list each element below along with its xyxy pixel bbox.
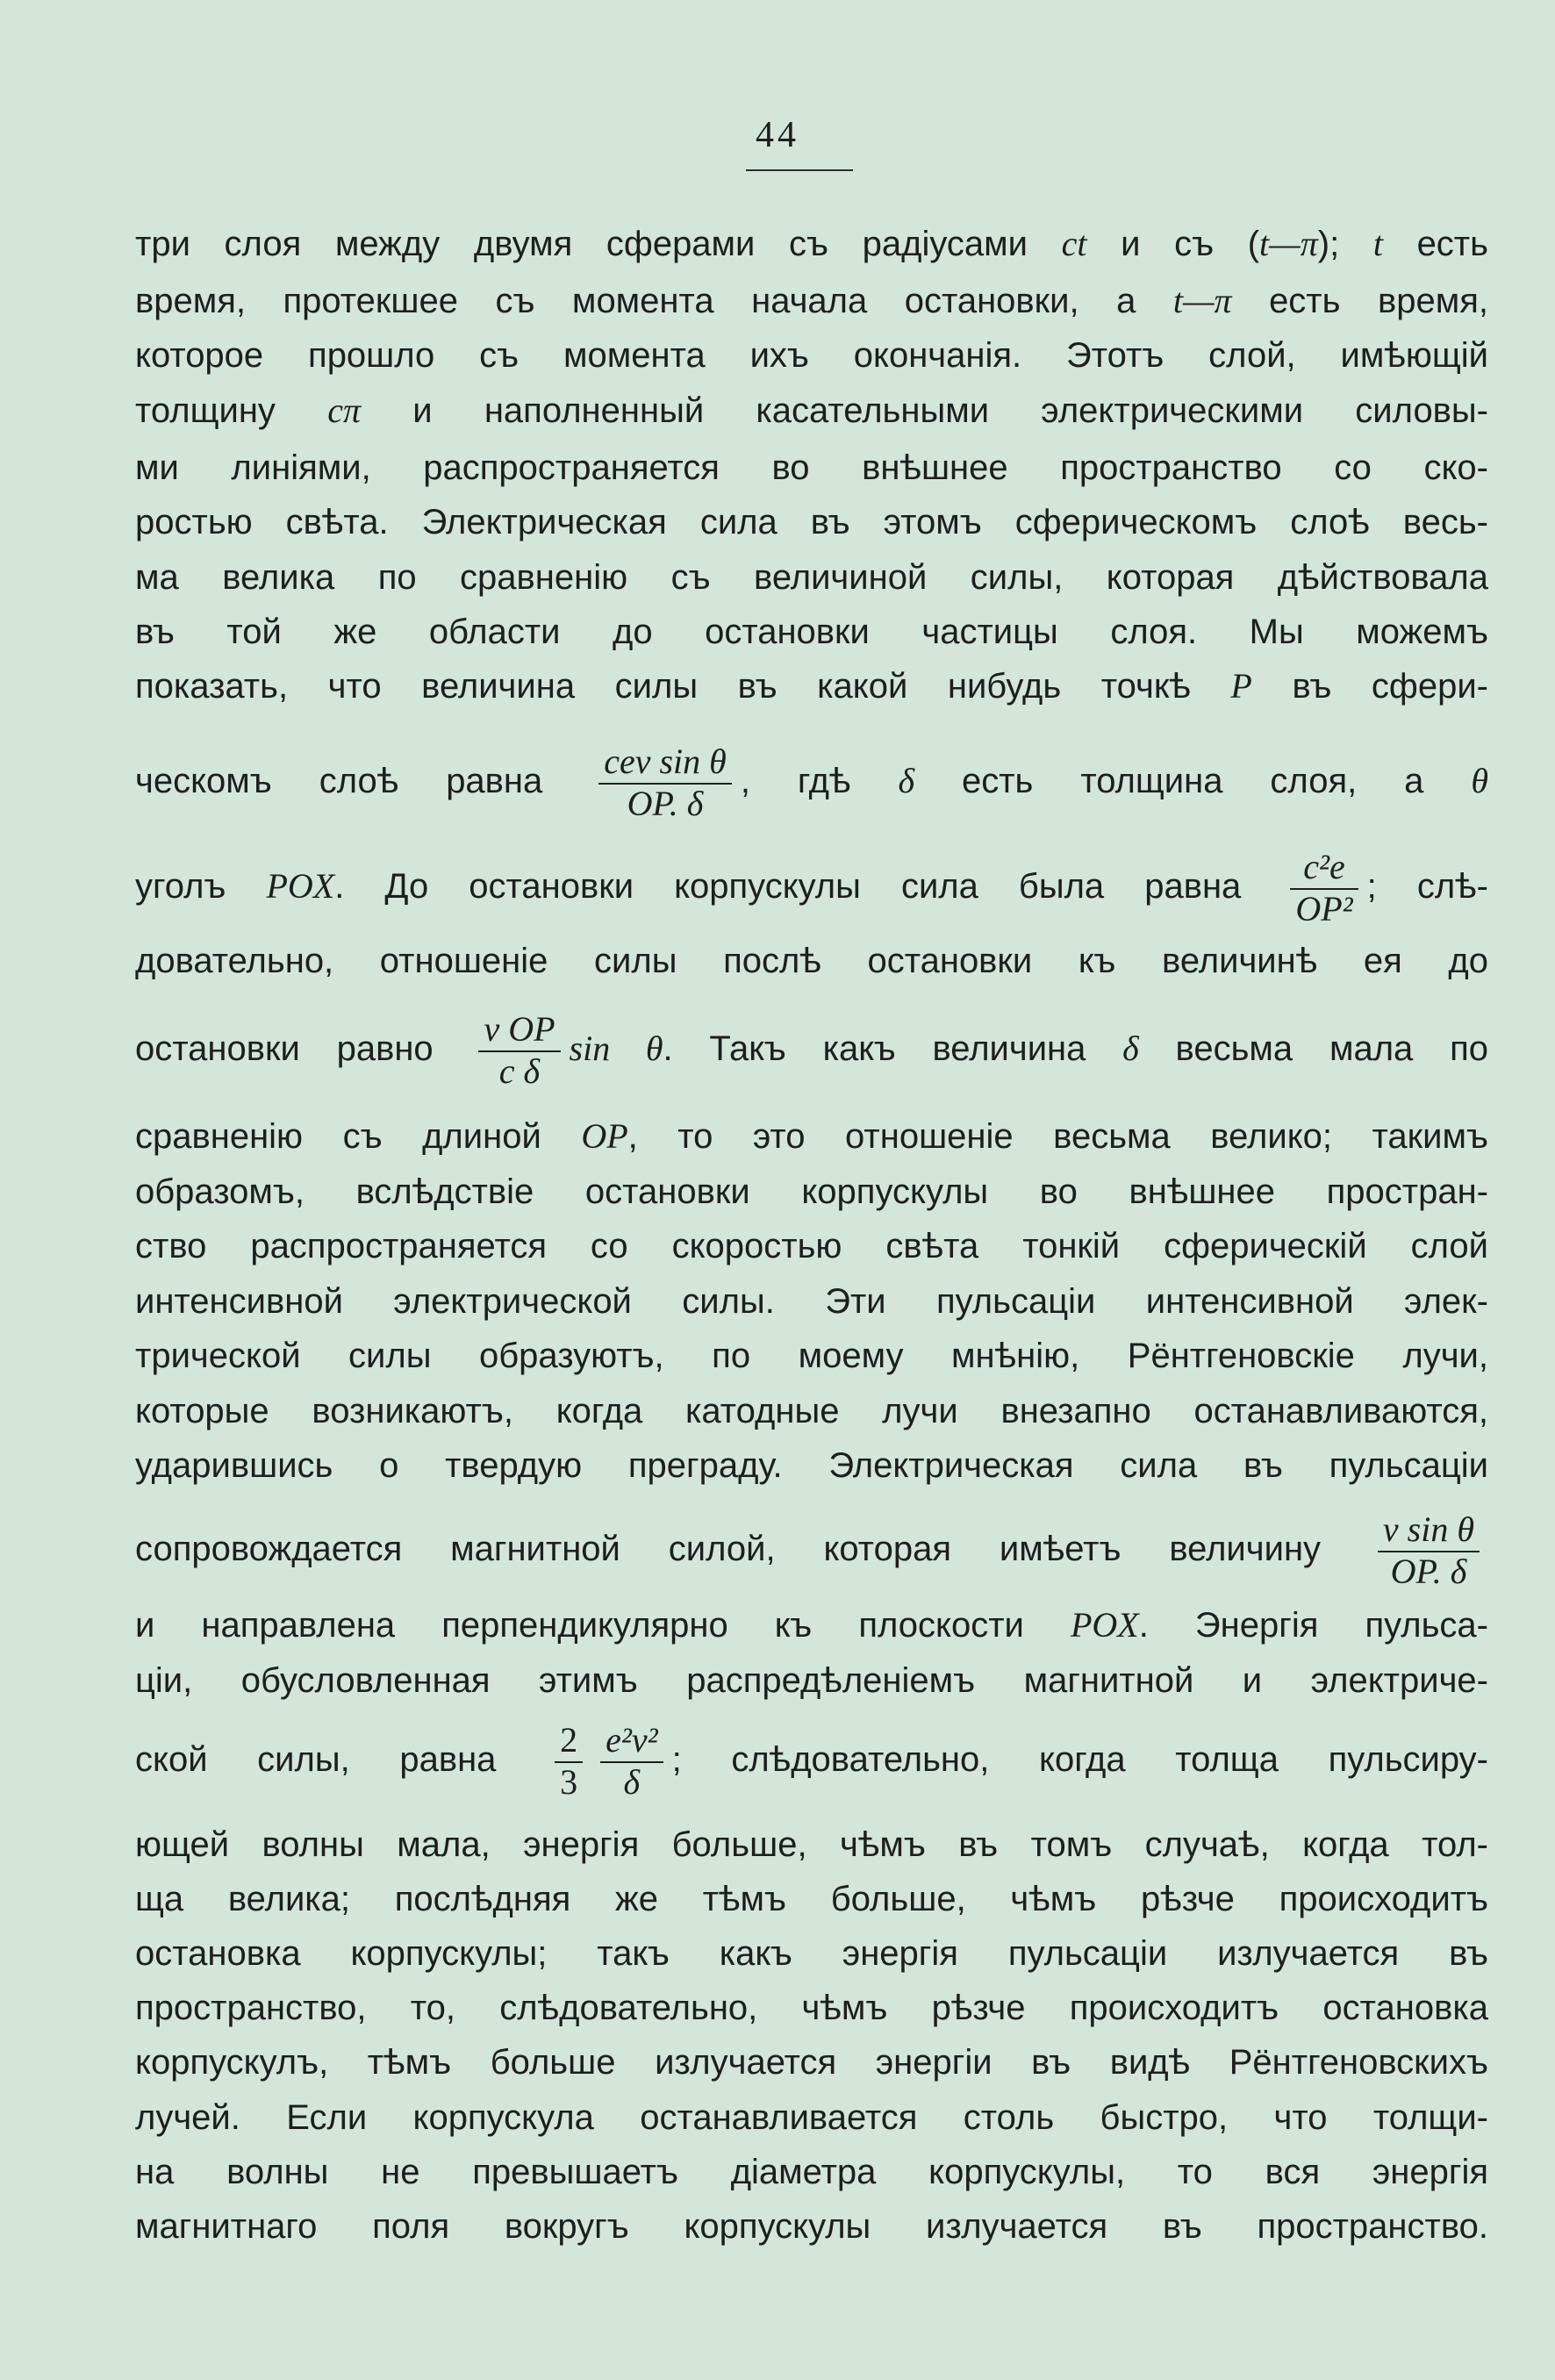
text-line: сопровождается магнитной силой, которая имѣетъ величину $\frac{\text{v sin θ}}{OP. \delta}$ — [135, 1501, 1488, 1597]
text-line: толщину cπ и наполненный касательными электрическими силовы- — [135, 391, 1489, 430]
text-line: корпускулъ, тѣмъ больше излучается энергіи въ видѣ Рёнтгеновскихъ — [135, 2043, 1488, 2082]
text-line: ма велика по сравненію съ величиной силы, которая дѣйствовала — [135, 558, 1488, 597]
text-line: интенсивной электрической силы. Эти пульсаціи интенсивной элек- — [135, 1282, 1488, 1321]
text-line: ростью свѣта. Электрическая сила въ этомъ сферическомъ слоѣ весь- — [135, 503, 1488, 541]
formula-fraction: $\frac{\text{c²e}}{\text{OP²}}$ — [1290, 849, 1358, 927]
text-line: сравненію съ длиной OP, то это отношеніе весьма велико; такимъ — [135, 1116, 1488, 1156]
text-line: остановка корпускулы; такъ какъ энергія пульсаціи излучается въ — [135, 1934, 1488, 1973]
text-line: ской силы, равна $\frac{2}{3}$ $\frac{\text{e²v²}}{\delta}$ ; слѣдовательно, когда толща пульсиру- — [135, 1720, 1488, 1803]
text-line: ство распространяется со скоростью свѣта тонкій сферическій слой — [135, 1227, 1488, 1265]
formula-fraction: $\frac{\text{v OP}}{\text{c δ}}$ — [478, 1012, 560, 1089]
text-line: остановки равно $\frac{\text{v OP}}{\text{c δ}}$ sin θ. Такъ какъ величина δ весьма мала по — [135, 1009, 1488, 1092]
text-line: на волны не превышаетъ діаметра корпускулы, то вся энергія — [135, 2153, 1488, 2191]
formula-fraction: $\frac{\text{v sin θ}}{OP. \delta}$ — [1378, 1512, 1480, 1589]
text-line: время, протекшее съ момента начала остановки, а t—π есть время, — [135, 281, 1488, 320]
text-line: пространство, то, слѣдовательно, чѣмъ рѣзче происходитъ остановка — [135, 1989, 1488, 2027]
header-rule — [746, 169, 853, 171]
text-line: которое прошло съ момента ихъ окончанія. Этотъ слой, имѣющій — [135, 336, 1488, 375]
text-line: трической силы образуютъ, по моему мнѣнію, Рёнтгеновскіе лучи, — [135, 1337, 1488, 1375]
text-line: ющей волны мала, энергія больше, чѣмъ въ томъ случаѣ, когда тол- — [135, 1825, 1488, 1864]
text-line: ческомъ слоѣ равна $\frac{\text{cev sin θ}}{OP. \delta}$ , гдѣ δ есть толщина слоя, а θ — [135, 742, 1488, 824]
page-number: 44 — [756, 115, 799, 155]
text-line: образомъ, вслѣдствіе остановки корпускулы во внѣшнее простран- — [135, 1172, 1488, 1211]
text-line: ударившись о твердую преграду. Электрическая сила въ пульсаціи — [135, 1446, 1488, 1485]
formula-fraction: $\frac{\text{cev sin θ}}{OP. \delta}$ — [598, 744, 732, 821]
text-line: лучей. Если корпускула останавливается столь быстро, что толщи- — [135, 2098, 1488, 2137]
text-line: уголъ POX. До остановки корпускулы сила была равна $\frac{\text{c²e}}{\text{OP²}}$ ; слѣ- — [135, 847, 1489, 929]
text-line: въ той же области до остановки частицы слоя. Мы можемъ — [135, 613, 1488, 651]
text-line: ціи, обусловленная этимъ распредѣленіемъ магнитной и электриче- — [135, 1661, 1488, 1700]
text-line: ми линіями, распространяется во внѣшнее пространство со ско- — [135, 448, 1488, 487]
text-line: довательно, отношеніе силы послѣ остановки къ величинѣ ея до — [135, 942, 1488, 980]
text-line: показать, что величина силы въ какой нибудь точкѣ P въ сфери- — [135, 666, 1488, 706]
text-line: и направлена перпендикулярно къ плоскости POX. Энергія пульса- — [135, 1605, 1488, 1645]
formula-coefficient: $\frac{2}{3}$ — [555, 1723, 583, 1800]
text-line: которые возникаютъ, когда катодные лучи внезапно останавливаются, — [135, 1392, 1488, 1430]
text-line: магнитнаго поля вокругъ корпускулы излучается въ пространство. — [135, 2207, 1488, 2246]
text-line: три слоя между двумя сферами съ радіусами ct и съ (t—π); t есть — [135, 224, 1488, 263]
text-line: ща велика; послѣдняя же тѣмъ больше, чѣмъ рѣзче происходитъ — [135, 1880, 1488, 1918]
formula-fraction: $\frac{\text{e²v²}}{\delta}$ — [600, 1723, 663, 1800]
